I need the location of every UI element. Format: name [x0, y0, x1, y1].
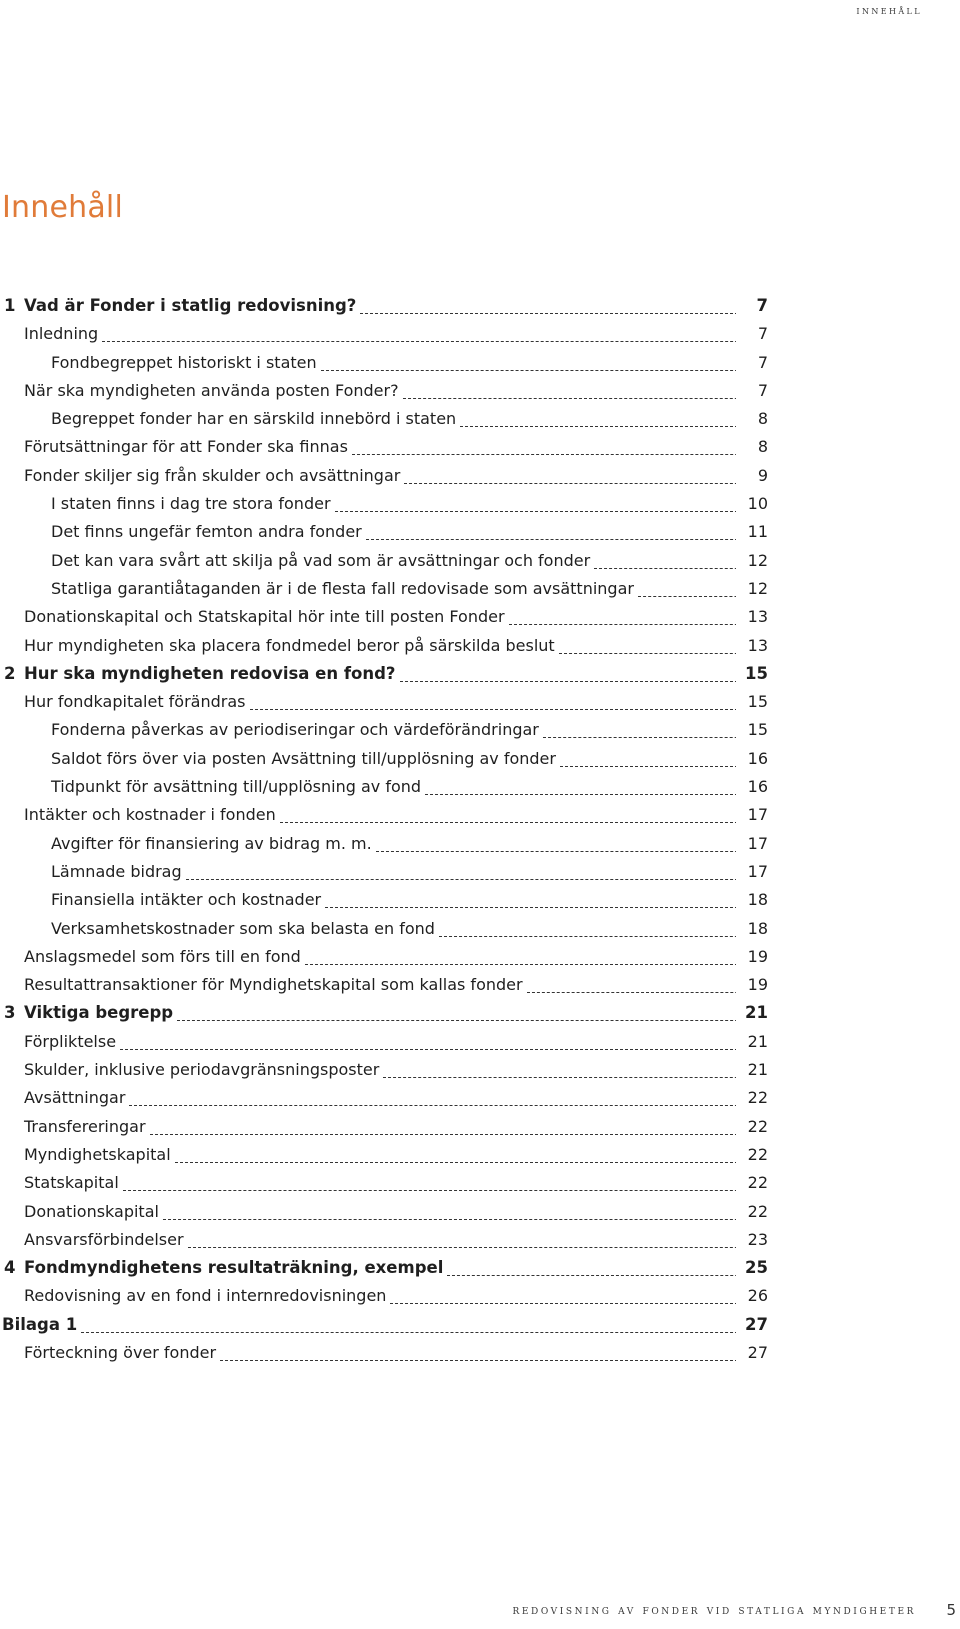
toc-entry-page: 18	[736, 886, 768, 914]
toc-entry-page: 12	[736, 575, 768, 603]
toc-entry-page: 7	[736, 349, 768, 377]
toc-entry-title: Transfereringar	[24, 1113, 150, 1141]
toc-entry[interactable]	[0, 1254, 960, 1282]
toc-entry-page: 8	[736, 433, 768, 461]
toc-entry-page: 7	[736, 320, 768, 348]
toc-entry-page: 15	[736, 660, 768, 688]
toc-entry-title: Hur myndigheten ska placera fondmedel beror på särskilda beslut	[24, 632, 559, 660]
toc-dot-leader	[120, 1048, 768, 1050]
toc-entry[interactable]	[0, 405, 960, 433]
toc-dot-leader	[102, 340, 768, 342]
toc-dot-leader	[404, 482, 768, 484]
toc-entry-title: Vad är Fonder i statlig redovisning?	[24, 292, 360, 320]
toc-entry[interactable]	[0, 490, 960, 518]
toc-entry-page: 19	[736, 943, 768, 971]
toc-entry[interactable]	[0, 1084, 960, 1112]
toc-entry[interactable]	[0, 943, 960, 971]
toc-entry-title: Donationskapital	[24, 1198, 163, 1226]
toc-entry[interactable]	[0, 462, 960, 490]
toc-dot-leader	[460, 425, 768, 427]
toc-entry-title: Saldot förs över via posten Avsättning till/upplösning av fonder	[51, 745, 560, 773]
toc-entry-page: 7	[736, 292, 768, 320]
toc-entry[interactable]	[0, 632, 960, 660]
toc-entry-title: Hur ska myndigheten redovisa en fond?	[24, 660, 400, 688]
toc-entry-title: Lämnade bidrag	[51, 858, 186, 886]
toc-entry[interactable]	[0, 915, 960, 943]
toc-dot-leader	[403, 397, 768, 399]
toc-entry[interactable]	[0, 971, 960, 999]
toc-entry[interactable]	[0, 377, 960, 405]
toc-entry-page: 16	[736, 773, 768, 801]
toc-entry-title: Skulder, inklusive periodavgränsningsposter	[24, 1056, 383, 1084]
toc-entry-page: 22	[736, 1113, 768, 1141]
toc-dot-leader	[543, 736, 768, 738]
toc-entry-page: 9	[736, 462, 768, 490]
toc-entry-page: 23	[736, 1226, 768, 1254]
toc-entry-title: Avsättningar	[24, 1084, 129, 1112]
toc-entry-title: Viktiga begrepp	[24, 999, 177, 1027]
toc-entry-title: Förutsättningar för att Fonder ska finnas	[24, 433, 352, 461]
toc-entry[interactable]	[0, 1339, 960, 1367]
toc-entry-title: Fondmyndighetens resultaträkning, exempel	[24, 1254, 447, 1282]
toc-entry-title: Begreppet fonder har en särskild innebörd i staten	[51, 405, 460, 433]
toc-entry-title: Statliga garantiåtaganden är i de flesta fall redovisade som avsättningar	[51, 575, 638, 603]
toc-entry[interactable]	[0, 660, 960, 688]
toc-entry-page: 12	[736, 547, 768, 575]
toc-dot-leader	[325, 906, 768, 908]
toc-entry[interactable]	[0, 349, 960, 377]
toc-entry[interactable]	[0, 433, 960, 461]
toc-entry-title: Verksamhetskostnader som ska belasta en fond	[51, 915, 439, 943]
toc-entry[interactable]	[0, 773, 960, 801]
toc-entry-page: 15	[736, 688, 768, 716]
toc-entry-title: Fonderna påverkas av periodiseringar och värdeförändringar	[51, 716, 543, 744]
toc-entry-page: 10	[736, 490, 768, 518]
toc-entry-title: Förpliktelse	[24, 1028, 120, 1056]
toc-entry-title: Redovisning av en fond i internredovisningen	[24, 1282, 390, 1310]
page-number: 5	[946, 1601, 956, 1619]
table-of-contents	[0, 292, 960, 1367]
toc-entry-page: 15	[736, 716, 768, 744]
toc-entry[interactable]	[0, 1141, 960, 1169]
toc-entry[interactable]	[0, 745, 960, 773]
toc-entry[interactable]	[0, 320, 960, 348]
toc-entry[interactable]	[0, 688, 960, 716]
toc-entry-page: 8	[736, 405, 768, 433]
toc-dot-leader	[366, 538, 768, 540]
running-footer: redovisning av fonder vid statliga myndigheter	[512, 1602, 916, 1617]
toc-entry[interactable]	[0, 801, 960, 829]
toc-dot-leader	[186, 878, 768, 880]
toc-entry-page: 22	[736, 1169, 768, 1197]
toc-dot-leader	[335, 510, 768, 512]
toc-dot-leader	[383, 1076, 768, 1078]
toc-dot-leader	[447, 1274, 768, 1276]
toc-entry[interactable]	[0, 575, 960, 603]
toc-entry[interactable]	[0, 1056, 960, 1084]
toc-entry-page: 11	[736, 518, 768, 546]
toc-entry[interactable]	[0, 1226, 960, 1254]
toc-dot-leader	[177, 1019, 768, 1021]
toc-entry-title: I staten finns i dag tre stora fonder	[51, 490, 335, 518]
toc-entry[interactable]	[0, 547, 960, 575]
toc-dot-leader	[425, 793, 768, 795]
toc-dot-leader	[352, 453, 768, 455]
toc-entry-page: 26	[736, 1282, 768, 1310]
toc-dot-leader	[527, 991, 768, 993]
toc-entry[interactable]	[0, 292, 960, 320]
toc-entry-title: Anslagsmedel som förs till en fond	[24, 943, 305, 971]
toc-entry-page: 17	[736, 858, 768, 886]
toc-entry[interactable]	[0, 1311, 960, 1339]
toc-entry-page: 22	[736, 1084, 768, 1112]
toc-entry-page: 17	[736, 801, 768, 829]
toc-entry-number: 1	[4, 296, 16, 315]
toc-entry-title: Statskapital	[24, 1169, 123, 1197]
toc-dot-leader	[360, 312, 768, 314]
running-header: innehåll	[856, 3, 922, 17]
toc-entry-title: Bilaga 1	[2, 1311, 81, 1339]
toc-entry-title: Intäkter och kostnader i fonden	[24, 801, 280, 829]
toc-entry-number: 3	[4, 1003, 16, 1023]
toc-dot-leader	[376, 850, 768, 852]
toc-entry-title: Myndighetskapital	[24, 1141, 175, 1169]
toc-entry-page: 13	[736, 603, 768, 631]
toc-entry-page: 27	[736, 1311, 768, 1339]
toc-dot-leader	[123, 1189, 768, 1191]
toc-entry-page: 19	[736, 971, 768, 999]
toc-entry-title: Det kan vara svårt att skilja på vad som är avsättningar och fonder	[51, 547, 594, 575]
toc-entry-page: 21	[736, 999, 768, 1027]
toc-entry-page: 21	[736, 1056, 768, 1084]
toc-dot-leader	[129, 1104, 768, 1106]
toc-entry[interactable]	[0, 603, 960, 631]
toc-entry-title: Inledning	[24, 320, 102, 348]
page-title: Innehåll	[2, 190, 123, 225]
toc-entry[interactable]	[0, 830, 960, 858]
toc-entry[interactable]	[0, 886, 960, 914]
toc-entry[interactable]	[0, 716, 960, 744]
toc-entry-title: Finansiella intäkter och kostnader	[51, 886, 325, 914]
toc-dot-leader	[390, 1302, 768, 1304]
toc-dot-leader	[321, 369, 768, 371]
toc-entry[interactable]	[0, 1198, 960, 1226]
toc-entry-page: 18	[736, 915, 768, 943]
toc-entry-title: Ansvarsförbindelser	[24, 1226, 188, 1254]
toc-entry-title: Donationskapital och Statskapital hör inte till posten Fonder	[24, 603, 509, 631]
toc-dot-leader	[220, 1359, 768, 1361]
toc-entry-page: 16	[736, 745, 768, 773]
toc-dot-leader	[305, 963, 768, 965]
toc-entry-title: När ska myndigheten använda posten Fonder?	[24, 377, 403, 405]
toc-entry-page: 25	[736, 1254, 768, 1282]
toc-dot-leader	[163, 1218, 768, 1220]
toc-entry-page: 21	[736, 1028, 768, 1056]
toc-dot-leader	[280, 821, 768, 823]
toc-entry-page: 22	[736, 1198, 768, 1226]
toc-entry[interactable]	[0, 1169, 960, 1197]
toc-entry[interactable]	[0, 858, 960, 886]
toc-entry-page: 13	[736, 632, 768, 660]
toc-entry-title: Hur fondkapitalet förändras	[24, 688, 250, 716]
toc-dot-leader	[175, 1161, 768, 1163]
toc-entry-page: 27	[736, 1339, 768, 1367]
toc-dot-leader	[439, 935, 768, 937]
toc-entry[interactable]	[0, 518, 960, 546]
toc-dot-leader	[150, 1133, 768, 1135]
toc-dot-leader	[188, 1246, 768, 1248]
toc-entry[interactable]	[0, 999, 960, 1027]
toc-entry-title: Förteckning över fonder	[24, 1339, 220, 1367]
toc-entry[interactable]	[0, 1113, 960, 1141]
toc-dot-leader	[81, 1331, 768, 1333]
toc-entry-number: 4	[4, 1258, 16, 1278]
toc-entry-title: Avgifter för finansiering av bidrag m. m.	[51, 830, 376, 858]
toc-entry[interactable]	[0, 1028, 960, 1056]
toc-dot-leader	[400, 680, 768, 682]
toc-entry-page: 22	[736, 1141, 768, 1169]
toc-entry-title: Tidpunkt för avsättning till/upplösning av fond	[51, 773, 425, 801]
toc-entry[interactable]	[0, 1282, 960, 1310]
toc-entry-title: Fonder skiljer sig från skulder och avsättningar	[24, 462, 404, 490]
toc-entry-title: Fondbegreppet historiskt i staten	[51, 349, 321, 377]
toc-dot-leader	[509, 623, 768, 625]
toc-entry-title: Det finns ungefär femton andra fonder	[51, 518, 366, 546]
toc-entry-title: Resultattransaktioner för Myndighetskapital som kallas fonder	[24, 971, 527, 999]
toc-entry-page: 17	[736, 830, 768, 858]
toc-entry-page: 7	[736, 377, 768, 405]
toc-entry-number: 2	[4, 663, 16, 683]
toc-dot-leader	[250, 708, 768, 710]
